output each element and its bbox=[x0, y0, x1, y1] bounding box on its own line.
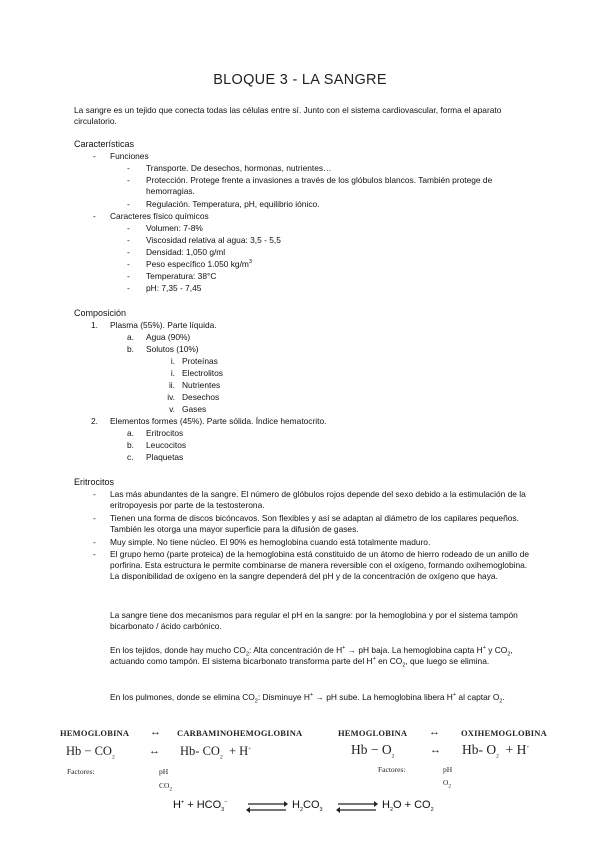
bullet-dash: - bbox=[127, 283, 130, 293]
bullet-dash: - bbox=[127, 223, 130, 233]
equilibrium-arrows-icon bbox=[246, 799, 288, 815]
tejidos-paragraph: En los tejidos, donde hay mucho $CO_2$: Alta concentración de H+ → pH baja. La hemoglobina capta H+ y $CO_2$, actuando como tampón. El sistema bicarbonato transforma parte del H+ en $CO_2$, que luego se elimina. bbox=[110, 645, 513, 669]
bullet-dash: - bbox=[127, 271, 130, 281]
double-arrow-icon: ↔ bbox=[430, 744, 441, 756]
list-number: 2. bbox=[91, 416, 98, 426]
list-roman: i. bbox=[170, 368, 175, 378]
eritrocito-bullet: El grupo hemo (parte proteica) de la hemoglobina está constituido de un átomo de hierro rodeado de un anillo de porfirina. Esta estructura le permite combinarse de manera reversible con el oxígeno, formando oxihemoglobina. La disponibilidad de oxígeno en la sangre dependerá del pH y de la concentración de oxígeno que haya. bbox=[110, 549, 530, 581]
eq-hemoglobina-heading: HEMOGLOBINA bbox=[60, 728, 130, 738]
list-letter: c. bbox=[127, 452, 134, 462]
bullet-dash: - bbox=[93, 211, 96, 221]
bullet-dash: - bbox=[93, 537, 96, 547]
eq-factor-co2: $CO_2$ bbox=[159, 781, 173, 793]
list-letter: b. bbox=[127, 344, 134, 354]
elemento-item: Plaquetas bbox=[146, 452, 184, 462]
agua-label: Agua (90%) bbox=[146, 332, 191, 342]
eritrocito-bullet: Las más abundantes de la sangre. El número de glóbulos rojos depende del sexo debido a la estimulación de la eritropoyesis por parte de la testosterona. bbox=[110, 489, 526, 510]
eq-h-hco3: $H^+ + HCO_3^-$ bbox=[173, 799, 228, 814]
eq-hb-co2: $Hb - CO_2$ bbox=[66, 744, 115, 761]
funcion-item: Transporte. De desechos, hormonas, nutrientes… bbox=[146, 163, 332, 173]
fisicoquimico-item: Densidad: 1,050 g/ml bbox=[146, 247, 226, 257]
elementos-label: Elementos formes (45%). Parte sólida. Índice hematocrito. bbox=[110, 416, 327, 426]
bullet-dash: - bbox=[127, 163, 130, 173]
eritrocito-bullet: Tienen una forma de discos bicóncavos. Son flexibles y así se adaptan al diámetro de los capilares pequeños. También les otorga una mayor superficie para la difusión de gases. bbox=[110, 513, 519, 534]
double-arrow-icon: ↔ bbox=[149, 745, 160, 757]
elemento-item: Leucocitos bbox=[146, 440, 187, 450]
bullet-dash: - bbox=[127, 259, 130, 269]
bullet-dash: - bbox=[127, 199, 130, 209]
pulmones-paragraph: En los pulmones, donde se elimina $CO_2$: Disminuye H+ → pH sube. La hemoglobina libera H+ al captar $O_2$. bbox=[110, 692, 505, 705]
bullet-dash: - bbox=[127, 235, 130, 245]
elemento-item: Eritrocitos bbox=[146, 428, 184, 438]
list-roman: v. bbox=[169, 404, 175, 414]
fisicoquimico-item: pH: 7,35 - 7,45 bbox=[146, 283, 202, 293]
plasma-label: Plasma (55%). Parte líquida. bbox=[110, 320, 217, 330]
bullet-dash: - bbox=[127, 247, 130, 257]
page-title: BLOQUE 3 - LA SANGRE bbox=[213, 72, 387, 88]
eritrocito-bullet: Muy simple. No tiene núcleo. El 90% es hemoglobina cuando está totalmente maduro. bbox=[110, 537, 431, 547]
eq-factor-ph: pH bbox=[159, 767, 169, 776]
eq-hb-o2: $Hb - O_2$ bbox=[351, 742, 395, 760]
equilibrium-arrows-icon bbox=[336, 799, 378, 815]
bullet-dash: - bbox=[127, 175, 130, 185]
list-letter: b. bbox=[127, 440, 134, 450]
fisicoquimico-item: Temperatura: 38°C bbox=[146, 271, 217, 281]
list-letter: a. bbox=[127, 332, 134, 342]
list-letter: a. bbox=[127, 428, 134, 438]
eq-hemoglobina-heading: HEMOGLOBINA bbox=[338, 728, 408, 738]
section-heading-eritrocitos: Eritrocitos bbox=[74, 477, 115, 487]
fisicoquimico-item: Volumen: 7-8% bbox=[146, 223, 203, 233]
funcion-item: Regulación. Temperatura, pH, equilibrio iónico. bbox=[146, 199, 320, 209]
eq-carbaminohemoglobina-heading: CARBAMINOHEMOGLOBINA bbox=[177, 728, 303, 738]
eq-factor-o2: $O_2$ bbox=[443, 778, 452, 790]
solutos-label: Solutos (10%) bbox=[146, 344, 199, 354]
eq-factores-label: Factores: bbox=[67, 767, 95, 776]
fisicoquimico-item: Peso específico 1.050 $kg/m^3$ bbox=[146, 259, 252, 269]
eq-hbo2-h: Hb- $O_2 + H^+$ bbox=[462, 742, 530, 760]
bullet-dash: - bbox=[93, 549, 96, 559]
bullet-dash: - bbox=[93, 151, 96, 161]
eq-oxihemoglobina-heading: OXIHEMOGLOBINA bbox=[461, 728, 547, 738]
list-roman: ii. bbox=[168, 380, 175, 390]
eq-hbco2-h: Hb- $CO_2 + H^+$ bbox=[180, 744, 252, 761]
funcion-item: Protección. Protege frente a invasiones a través de los glóbulos blancos. También protege de hemorragias. bbox=[146, 175, 493, 196]
double-arrow-icon: ↔ bbox=[150, 726, 161, 738]
eq-h2o-co2: $H_2O + CO_2$ bbox=[382, 799, 434, 814]
list-number: 1. bbox=[91, 320, 98, 330]
soluto-item: Gases bbox=[182, 404, 207, 414]
fisicoquimicos-label: Caracteres físico químicos bbox=[110, 211, 209, 221]
soluto-item: Nutrientes bbox=[182, 380, 221, 390]
soluto-item: Proteínas bbox=[182, 356, 218, 366]
soluto-item: Desechos bbox=[182, 392, 220, 402]
bullet-dash: - bbox=[93, 489, 96, 499]
eq-h2co3: $H_2CO_3$ bbox=[292, 799, 323, 814]
eq-factor-ph: pH bbox=[443, 765, 453, 774]
list-roman: iv. bbox=[167, 392, 175, 402]
soluto-item: Electrolitos bbox=[182, 368, 223, 378]
fisicoquimico-item: Viscosidad relativa al agua: 3,5 - 5,5 bbox=[146, 235, 281, 245]
list-roman: i. bbox=[170, 356, 175, 366]
section-heading-composicion: Composición bbox=[74, 308, 127, 318]
mecanismos-paragraph: La sangre tiene dos mecanismos para regular el pH en la sangre: por la hemoglobina y por el sistema tampón bicarbonato / ácido carbónico. bbox=[110, 610, 518, 631]
funciones-label: Funciones bbox=[110, 151, 149, 161]
bullet-dash: - bbox=[93, 513, 96, 523]
double-arrow-icon: ↔ bbox=[429, 726, 440, 738]
intro-paragraph: La sangre es un tejido que conecta todas las células entre sí. Junto con el sistema cardiovascular, forma el aparato circulatorio. bbox=[74, 105, 502, 126]
section-heading-caracteristicas: Características bbox=[74, 139, 135, 149]
eq-factores-label: Factores: bbox=[378, 765, 406, 774]
